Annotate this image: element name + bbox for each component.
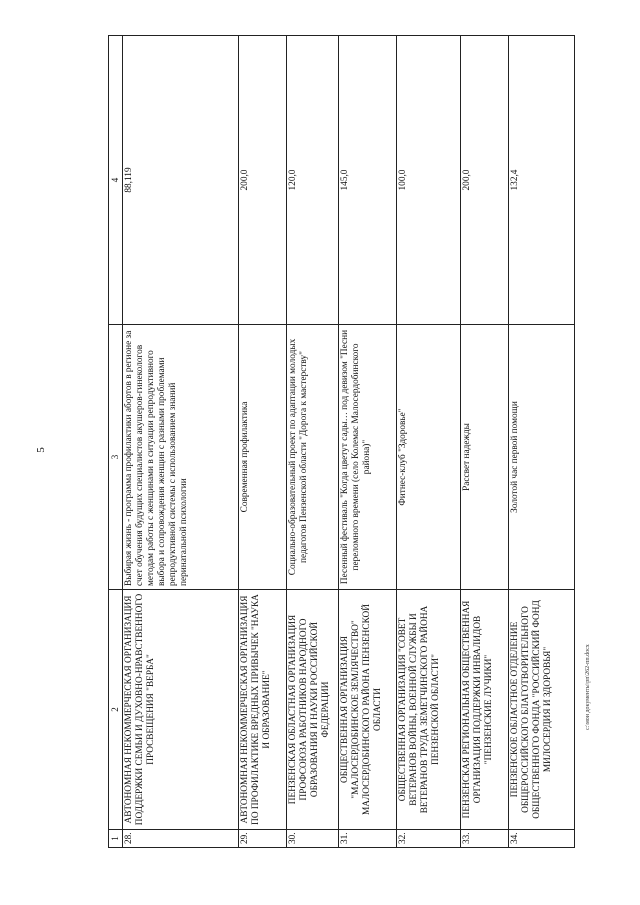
project-name: Выбирая жизнь - программа профилактики абортов в регионе за счет обучения будущих специалистов акушеров-гинекологов методам работы с женщинами в ситуации репродуктивного выбора и сопровождения женщин с разными проблемами репродуктивной системы с использованием знаний перинатальной психологии [123,325,239,590]
table-row [287,36,339,848]
grant-amount: 200,0 [239,36,287,325]
organization-name: АВТОНОМНАЯ НЕКОММЕРЧЕСКАЯ ОРГАНИЗАЦИЯ ПОДДЕРЖКИ СЕМЬИ И ДУХОВНО-НРАВСТВЕННОГО ПРОСВЕЩЕНИЯ "ВЕРБА" [123,590,239,830]
organization-name: ОБЩЕСТВЕННАЯ ОРГАНИЗАЦИЯ "МАЛОСЕРДОБИНСКОЕ ЗЕМЛЯЧЕСТВО" МАЛОСЕРДОБИНСКОГО РАЙОНА ПЕНЗЕНСКОЙ ОБЛАСТИ [339,590,397,830]
header-row [109,36,123,848]
project-name: Современная профилактика [239,325,287,590]
table-row [123,36,239,848]
grant-amount: 100,0 [397,36,461,325]
project-name: Рассвет надежды [461,325,509,590]
organization-name: ОБЩЕСТВЕННАЯ ОРГАНИЗАЦИЯ "СОВЕТ ВЕТЕРАНОВ ВОЙНЫ, ВОЕННОЙ СЛУЖБЫ И ВЕТЕРАНОВ ТРУДА ЗЕМЕТЧИНСКОГО РАЙОНА ПЕНЗЕНСКОЙ ОБЛАСТИ" [397,590,461,830]
project-name: Социально-образовательный проект по адаптации молодых педагогов Пензенской области "Дорога к мастерству" [287,325,339,590]
header-cell-3: 3 [109,325,123,590]
row-number: 28. [123,830,239,848]
grant-amount: 200,0 [461,36,509,325]
rotated-table-container [108,36,578,848]
row-number: 32. [397,830,461,848]
table-row [461,36,509,848]
page-number: 5 [34,447,47,453]
row-number: 34. [509,830,575,848]
table-row [509,36,575,848]
grant-amount: 120,0 [287,36,339,325]
project-name: Песенный фестиваль "Когда цветут сады… под девизом "Песни переломного времени (село Колемас Малосердобинского района)" [339,325,397,590]
grant-amount: 145,0 [339,36,397,325]
organization-name: АВТОНОМНАЯ НЕКОММЕРЧЕСКАЯ ОРГАНИЗАЦИЯ ПО ПРОФИЛАКТИКЕ ВРЕДНЫХ ПРИВЫЧЕК "НАУКА И ОБРАЗОВАНИЕ" [239,590,287,830]
table-row [397,36,461,848]
project-name: Золотой час первой помощи [509,325,575,590]
organization-name: ПЕНЗЕНСКАЯ РЕГИОНАЛЬНАЯ ОБЩЕСТВЕННАЯ ОРГАНИЗАЦИЯ ПОДДЕРЖКИ ИНВАЛИДОВ "ПЕНЗЕНСКИЕ ЛУЧИКИ" [461,590,509,830]
row-number: 31. [339,830,397,848]
grant-amount: 132,4 [509,36,575,325]
organization-name: ПЕНЗЕНСКАЯ ОБЛАСТНАЯ ОРГАНИЗАЦИЯ ПРОФСОЮЗА РАБОТНИКОВ НАРОДНОГО ОБРАЗОВАНИЯ И НАУКИ РОССИЙСКОЙ ФЕДЕРАЦИИ [287,590,339,830]
grant-amount: 88,119 [123,36,239,325]
project-name: Фитнес-клуб "Здоровье" [397,325,461,590]
row-number: 29. [239,830,287,848]
header-cell-4: 4 [109,36,123,325]
footer-file-path: c:\мои документы\рп\262-пп.docx [585,644,591,730]
header-cell-2: 2 [109,590,123,830]
table-row [339,36,397,848]
header-cell-1: 1 [109,830,123,848]
grants-table [108,35,575,848]
row-number: 33. [461,830,509,848]
table-row [239,36,287,848]
organization-name: ПЕНЗЕНСКОЕ ОБЛАСТНОЕ ОТДЕЛЕНИЕ ОБЩЕРОССИЙСКОГО БЛАГОТВОРИТЕЛЬНОГО ОБЩЕСТВЕННОГО ФОНДА "РОССИЙСКИЙ ФОНД МИЛОСЕРДИЯ И ЗДОРОВЬЯ" [509,590,575,830]
row-number: 30. [287,830,339,848]
